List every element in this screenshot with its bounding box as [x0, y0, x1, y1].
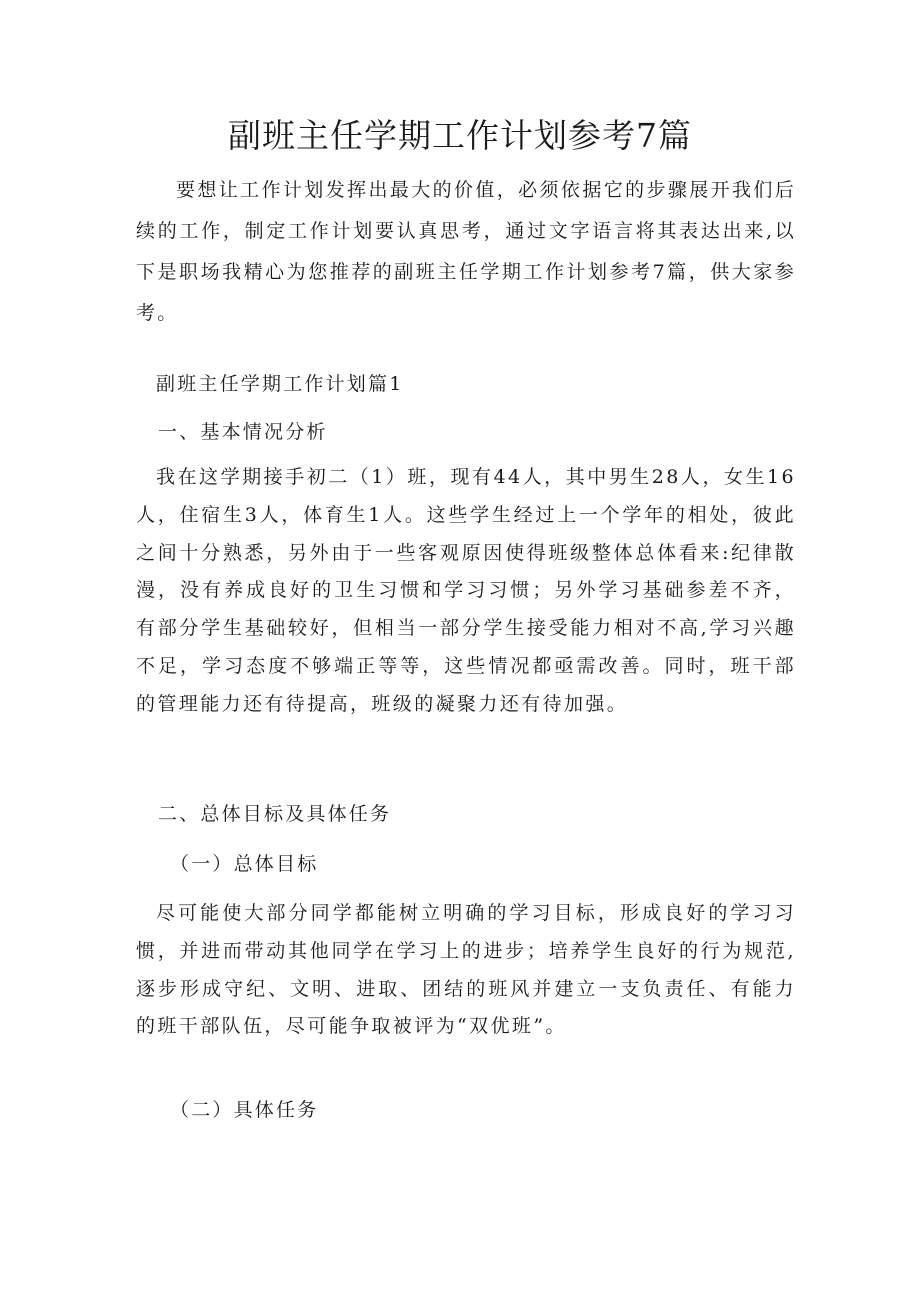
subheading-specific-tasks: （二）具体任务: [170, 1099, 319, 1121]
intro-paragraph: 要想让工作计划发挥出最大的价值，必须依据它的步骤展开我们后续的工作，制定工作计划要认真思考，通过文字语言将其表达出来,以下是职场我精心为您推荐的副班主任学期工作计划参考7篇，供大家参考。: [136, 179, 796, 324]
paragraph-basic-situation: 我在这学期接手初二（1）班，现有44人，其中男生28人，女生16人，住宿生3人，体育生1人。这些学生经过上一个学年的相处，彼此之间十分熟悉，另外由于一些客观原因使得班级整体总体看来:纪律散漫，没有养成良好的卫生习惯和学习习惯；另外学习基础参差不齐，有部分学生基础较好，但相当一部分学生接受能力相对不高,学习兴趣不足，学习态度不够端正等等，这些情况都亟需改善。同时，班干部的管理能力还有待提高，班级的凝聚力还有待加强。: [136, 466, 796, 715]
heading-goals-tasks: 二、总体目标及具体任务: [158, 803, 392, 825]
heading-basic-situation: 一、基本情况分析: [158, 421, 328, 443]
section-title: 副班主任学期工作计划篇1: [156, 373, 404, 395]
subheading-overall-goal: （一）总体目标: [170, 853, 319, 875]
document-title: 副班主任学期工作计划参考7篇: [228, 116, 692, 155]
paragraph-overall-goal: 尽可能使大部分同学都能树立明确的学习目标，形成良好的学习习惯，并进而带动其他同学在学习上的进步；培养学生良好的行为规范,逐步形成守纪、文明、进取、团结的班风并建立一支负责任、有能力的班干部队伍，尽可能争取被评为“双优班”。: [136, 902, 796, 1038]
